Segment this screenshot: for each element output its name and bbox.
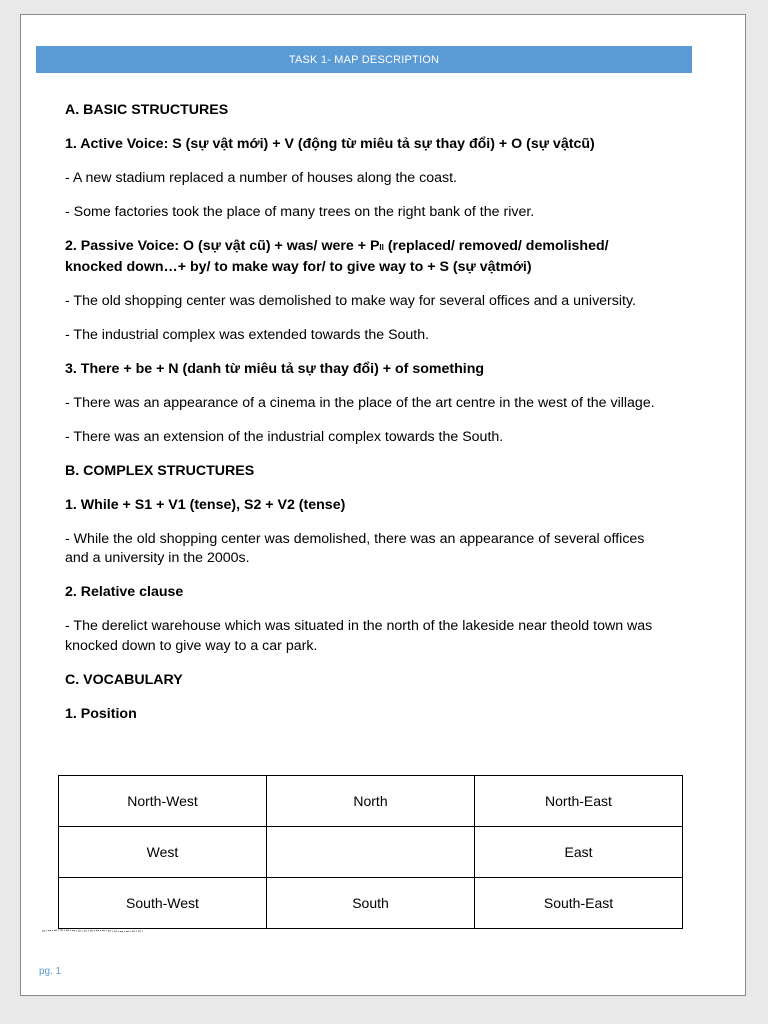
example-sentence: - The old shopping center was demolished to make way for several offices and a university. (65, 292, 636, 309)
table-cell: North-West (59, 776, 267, 827)
document-page (20, 14, 746, 996)
example-sentence: - A new stadium replaced a number of houses along the coast. (65, 170, 457, 186)
table-cell: North-East (475, 776, 683, 827)
table-cell: South-West (59, 878, 267, 929)
table-cell: South (267, 878, 475, 929)
table-cell: North (267, 776, 475, 827)
subheading-while: 1. While + S1 + V1 (tense), S2 + V2 (tense) (65, 496, 346, 513)
subheading-active-voice: 1. Active Voice: S (sự vật mới) + V (động từ miêu tả sự thay đổi) + O (sự vậtcũ) (65, 136, 595, 152)
section-heading-a: A. BASIC STRUCTURES (65, 102, 229, 118)
subheading-passive-voice: 2. Passive Voice: O (sự vật cũ) + was/ were + PII (replaced/ removed/ demolished/ knocked down…+ by/ to make way for/ to give way to + S (sự vậtmới) (65, 238, 609, 275)
document-body (65, 101, 665, 739)
page-number: pg. 1 (39, 966, 62, 977)
subheading-there-be: 3. There + be + N (danh từ miêu tả sự thay đổi) + of something (65, 360, 485, 377)
table-row (59, 776, 683, 827)
table-cell: West (59, 827, 267, 878)
example-sentence: - Some factories took the place of many trees on the right bank of the river. (65, 204, 535, 220)
table-cell: East (475, 827, 683, 878)
table-cell (267, 827, 475, 878)
example-sentence: - There was an appearance of a cinema in the place of the art centre in the west of the village. (65, 394, 655, 411)
table-row (59, 878, 683, 929)
example-sentence: - The industrial complex was extended towards the South. (65, 326, 430, 343)
section-heading-c: C. VOCABULARY (65, 671, 183, 688)
example-sentence: - The derelict warehouse which was situated in the north of the lakeside near theold town was knocked down to give way to a car park. (65, 618, 653, 654)
example-sentence: - While the old shopping center was demolished, there was an appearance of several offices and a university in the 2000s. (65, 530, 645, 566)
example-sentence: - There was an extension of the industrial complex towards the South. (65, 428, 504, 445)
subheading-relative-clause: 2. Relative clause (65, 584, 184, 600)
scribble-mark (41, 928, 145, 934)
table-cell: South-East (475, 878, 683, 929)
title-banner: TASK 1- MAP DESCRIPTION (36, 46, 692, 73)
position-table (58, 775, 683, 929)
table-row (59, 827, 683, 878)
subheading-position: 1. Position (65, 705, 137, 722)
section-heading-b: B. COMPLEX STRUCTURES (65, 462, 255, 479)
